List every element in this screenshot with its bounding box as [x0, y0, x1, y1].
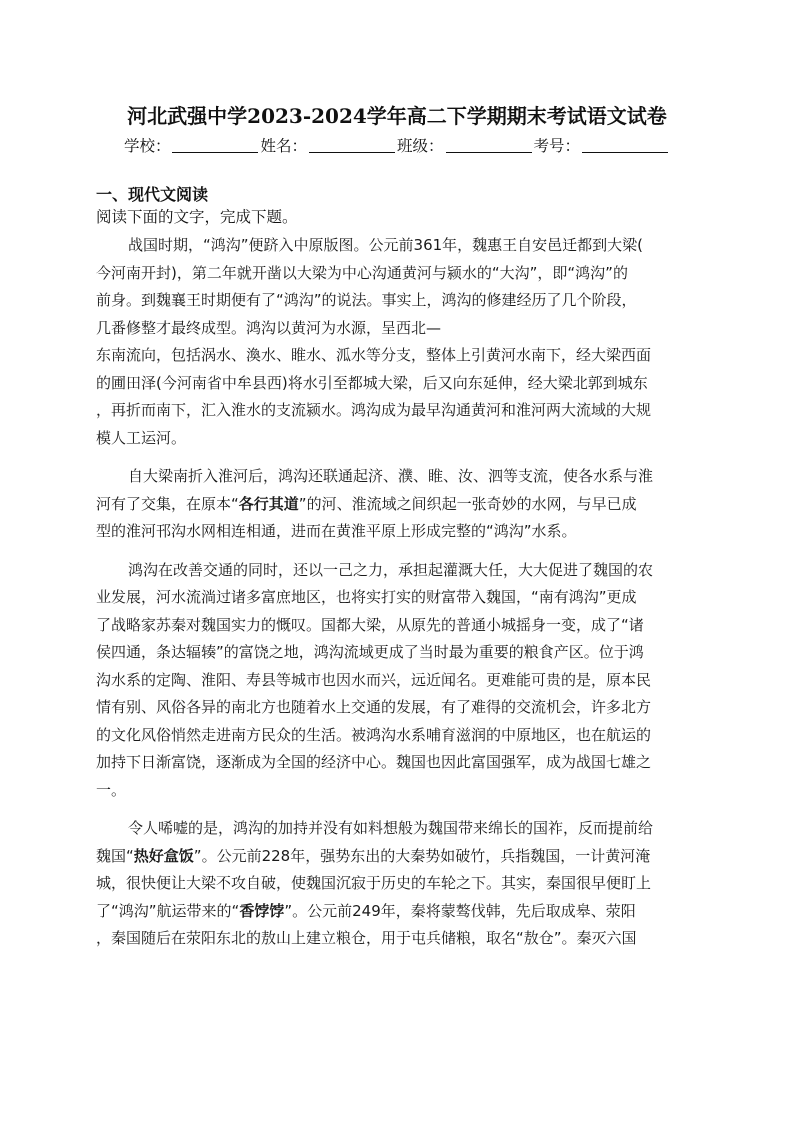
reading-instruction: 阅读下面的文字，完成下题。 — [96, 208, 298, 226]
text-line: 自大梁南折入淮河后，鸿沟还联通起济、濮、睢、汝、泗等支流，使各水系与淮 — [128, 467, 654, 485]
text-line: 前身。到魏襄王时期便有了“鸿沟”的说法。事实上，鸿沟的修建经历了几个阶段， — [96, 291, 637, 309]
text-line: 魏国“热好盒饭”。公元前228年，强势东出的大秦势如破竹，兵指魏国，一计黄河淹 — [96, 846, 651, 865]
text-line: 今河南开封)，第二年就开凿以大梁为中心沟通黄河与颍水的“大沟”，即“鸿沟”的 — [96, 263, 628, 282]
reading-article — [96, 232, 696, 953]
paragraph-4 — [96, 815, 696, 953]
name-label: 姓名： — [260, 137, 307, 155]
name-blank[interactable] — [309, 138, 395, 153]
text-line: 的文化风俗悄然走进南方民众的生活。被鸿沟水系哺育滋润的中原地区，也在航运的 — [96, 725, 652, 744]
text-line: 城，很快便让大梁不攻自破，使魏国沉寂于历史的车轮之下。其实，秦国很早便盯上 — [96, 874, 652, 892]
school-label: 学校： — [123, 137, 171, 155]
text-line: 一。 — [96, 780, 127, 799]
text-line: 了“鸿沟”航运带来的“香饽饽”。公元前249年，秦将蒙骜伐韩，先后取成皋、荥阳 — [96, 901, 636, 920]
exam-no-blank[interactable] — [582, 138, 668, 153]
text-line: 侯四通，条达辐辏”的富饶之地，鸿沟流域更成了当时最为重要的粮食产区。位于鸿 — [96, 643, 644, 661]
text-line: 了战略家苏秦对魏国实力的慨叹。国都大梁，从原先的普通小城摇身一变，成了“诸 — [96, 615, 644, 634]
text-line: 型的淮河邗沟水网相连相通，进而在黄淮平原上形成完整的“鸿沟”水系。 — [96, 522, 577, 540]
text-line: 河有了交集，在原本“各行其道”的河、淮流域之间织起一张奇妙的水网，与早已成 — [96, 494, 637, 513]
paragraph-2 — [96, 463, 696, 546]
class-label: 班级： — [397, 137, 444, 155]
emphasis-text: 各行其道 — [238, 494, 299, 513]
exam-no-label: 考号： — [533, 137, 581, 155]
student-info-line — [0, 134, 794, 156]
text-line: 情有别、风俗各异的南北方也随着水上交通的发展，有了难得的交流机会，许多北方 — [96, 698, 652, 716]
text-line: 战国时期，“鸿沟”便跻入中原版图。公元前361年，魏惠王自安邑迁都到大梁( — [128, 236, 644, 254]
text-line: 加持下日渐富饶，逐渐成为全国的经济中心。魏国也因此富国强军，成为战国七雄之 — [96, 753, 652, 771]
text-line: 业发展，河水流淌过诸多富庶地区，也将实打实的财富带入魏国，“南有鸿沟”更成 — [96, 588, 637, 606]
exam-title: 河北武强中学2023-2024学年高二下学期期末考试语文试卷 — [127, 104, 667, 128]
text-line: 沟水系的定陶、淮阳、寿县等城市也因水而兴，远近闻名。更难能可贵的是，原本民 — [96, 670, 652, 689]
text-line: 鸿沟在改善交通的同时，还以一己之力，承担起灌溉大任，大大促进了魏国的农 — [128, 560, 654, 579]
text-line: 的圃田泽(今河南省中牟县西)将水引至都城大梁，后又向东延伸，经大梁北郭到城东 — [96, 373, 648, 392]
paragraph-1 — [96, 232, 696, 452]
text-line: 令人唏嘘的是，鸿沟的加持并没有如料想般为魏国带来绵长的国祚，反而提前给 — [128, 819, 654, 837]
text-line: 模人工运河。 — [96, 428, 187, 447]
class-blank[interactable] — [446, 138, 532, 153]
school-blank[interactable] — [172, 138, 258, 153]
paragraph-3 — [96, 557, 696, 805]
section-heading: 一、现代文阅读 — [96, 185, 209, 204]
text-line: 东南流向，包括涡水、渙水、睢水、泒水等分支，整体上引黄河水南下，经大梁西面 — [96, 346, 652, 364]
emphasis-text: 香饽饽 — [239, 901, 285, 920]
emphasis-text: 热好盒饭 — [133, 846, 194, 865]
text-line: ，再折而南下，汇入淮水的支流颍水。鸿沟成为最早沟通黄河和淮河两大流域的大规 — [96, 401, 652, 419]
text-line: ，秦国随后在荥阳东北的敖山上建立粮仓，用于屯兵储粮，取名“敖仓”。秦灭六国 — [96, 929, 637, 947]
text-line: 几番修整才最终成型。鸿沟以黄河为水源，呈西北— — [96, 318, 442, 337]
